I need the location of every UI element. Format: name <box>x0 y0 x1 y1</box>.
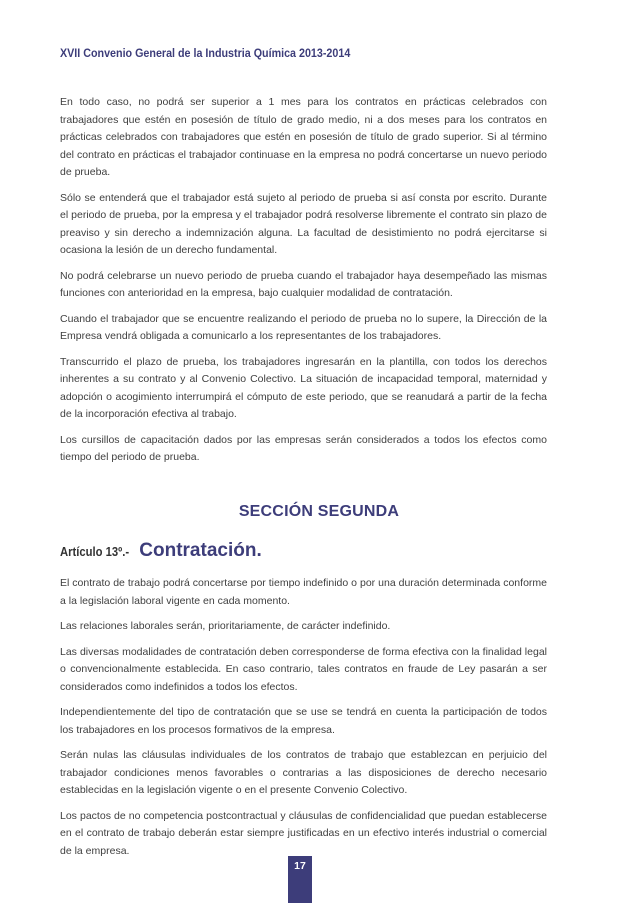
paragraph: Serán nulas las cláusulas individuales de los contratos de trabajo que establezcan en perjuicio del trabajador condiciones menos favorables o contrarias a las disposiciones de derecho necesario establecidas en la legislación vigente o en el presente Convenio Colectivo. <box>60 749 547 796</box>
paragraph: Sólo se entenderá que el trabajador está sujeto al periodo de prueba si así consta por escrito. Durante el periodo de prueba, por la empresa y el trabajador podrá resolverse libremente el contrato sin plazo de preaviso y sin derecho a indemnización alguna. La facultad de desistimiento no podrá ejercitarse si ocasiona la lesión de un derecho fundamental. <box>60 191 547 256</box>
page-number-tab <box>288 856 312 903</box>
running-header: XVII Convenio General de la Industria Química 2013-2014 <box>60 46 351 60</box>
section-title: SECCIÓN SEGUNDA <box>238 503 400 520</box>
paragraph: No podrá celebrarse un nuevo periodo de prueba cuando el trabajador haya desempeñado las mismas funciones con anterioridad en la empresa, bajo cualquier modalidad de contratación. <box>60 269 547 299</box>
paragraph: Las diversas modalidades de contratación deben corresponderse de forma efectiva con la finalidad legal o convencionalmente establecida. En caso contrario, tales contratos en fraude de Ley pasarán a ser considerados como indefinidos a todos los efectos. <box>60 645 547 693</box>
page-number: 17 <box>294 860 306 872</box>
top-text-block <box>60 94 547 475</box>
paragraph: Cuando el trabajador que se encuentre realizando el periodo de prueba no lo supere, la Dirección de la Empresa vendrá obligada a comunicarlo a los representantes de los trabajadores. <box>60 312 547 342</box>
paragraph: Los cursillos de capacitación dados por las empresas serán considerados a todos los efectos como tiempo del periodo de prueba. <box>60 433 547 463</box>
paragraph: En todo caso, no podrá ser superior a 1 mes para los contratos en prácticas celebrados con trabajadores que estén en posesión de título de grado medio, ni a dos meses para los contratos en prácticas celebrados con trabajadores que estén en posesión de título de grado superior. Si al término del contrato en prácticas el trabajador continuase en la empresa no podrá concertarse un nuevo periodo de prueba. <box>60 96 547 178</box>
paragraph: Los pactos de no competencia postcontractual y cláusulas de confidencialidad que puedan establecerse en el contrato de trabajo deberán estar siempre justificadas en un efectivo interés industrial o comercial de la empresa. <box>60 809 547 857</box>
article-text-block <box>60 575 547 868</box>
paragraph: Transcurrido el plazo de prueba, los trabajadores ingresarán en la plantilla, con todos los derechos inherentes a su contrato y al Convenio Colectivo. La situación de incapacidad temporal, maternidad y adopción o acogimiento interrumpirá el cómputo de este periodo, que se reanudará a partir de la fecha de la incorporación efectiva al trabajo. <box>60 355 547 420</box>
article-title: Contratación. <box>139 540 262 561</box>
article-heading <box>60 540 262 562</box>
paragraph: Las relaciones laborales serán, prioritariamente, de carácter indefinido. <box>60 620 391 632</box>
paragraph: Independientemente del tipo de contratación que se use se tendrá en cuenta la participación de todos los trabajadores en los procesos formativos de la empresa. <box>60 706 547 736</box>
paragraph: El contrato de trabajo podrá concertarse por tiempo indefinido o por una duración determinada conforme a la legislación laboral vigente en cada momento. <box>60 577 547 607</box>
article-number: Artículo 13º.- <box>60 545 130 559</box>
